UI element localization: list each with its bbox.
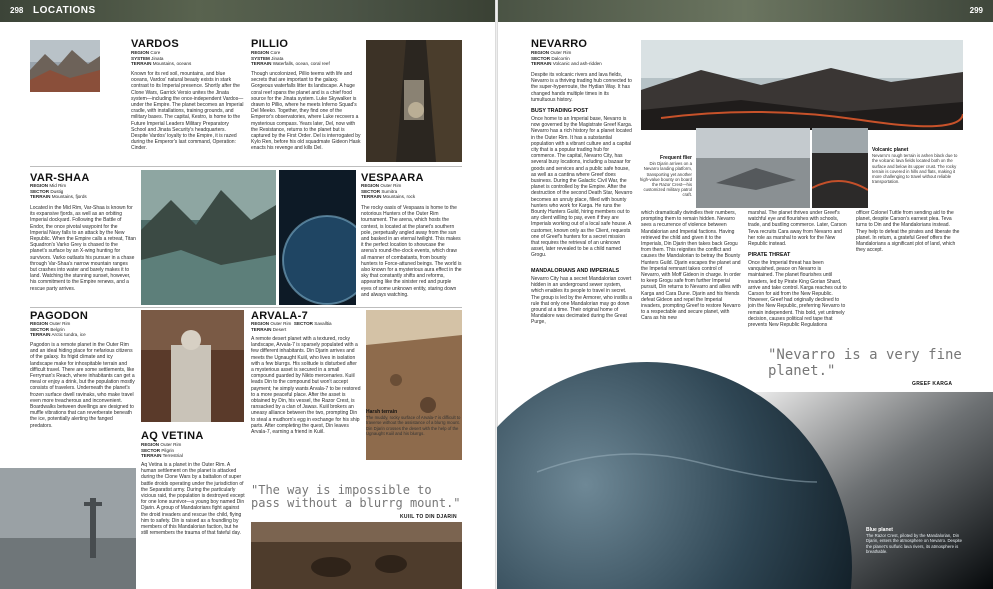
- vardos-region: Core: [150, 50, 161, 55]
- var-shaa-body: Located in the Mid Rim, Var-Shaa is known for its expansive fjords, as well as an orbiting Imperial dockyard. Following the Battle of Endor, the once pivotal waypoint for the Imperial Navy falls to an attack by the New Republic. When the Empire calls a retreat, Titan Squadron's Varko Grey is chased to the planet's surface by an X-wing hunting for survivors. Varko outlasts his pursuer in a chase through Var-Shaa's narrow mountain ranges but crashes into water and barely makes it to land. Watching the stunning sunset, however, his commitment to the Empire renews, and a rescue party arrives.: [30, 205, 136, 292]
- aq-vetina-title: AQ VETINA: [141, 430, 204, 442]
- arvala-title: ARVALA-7: [251, 310, 308, 322]
- pagodon-body: Pagodon is a remote planet in the Outer Rim and an ideal hiding place for nefarious citizens of the galaxy. Its frigid climate and icy landscape make for inhospitable terrain and difficult travel. There are some settlements, like Ferryman's Reach, where inhabitants can get a meal or enjoy a drink, but the population mostly consists of travelers. Underneath the planet's frozen surface dwell ravinaks, who make travel even more treacherous and inconvenient. Boardwalks between dwellings are designed to muffle vibrations that can reverberate beneath the ice, potentially alerting the fanged predators.: [30, 342, 135, 429]
- greef-quote-attribution: GREEF KARGA: [912, 381, 953, 387]
- pillio-terrain: Waterfalls, ocean, coral reef: [272, 61, 330, 67]
- pillio-photo: [366, 40, 462, 162]
- right-page-number: 299: [969, 6, 983, 15]
- pagodon-photo: [141, 310, 244, 422]
- vardos-terrain: Mountains, oceans: [152, 61, 192, 67]
- pillio-body: Though uncolonized, Pillio teems with life and secrets that are important to the galaxy. Gorgeous waterfalls litter its landscape. A huge coral reef spans the planet and is a chief food source for the Jinata system. Luke Skywalker is drawn to Pillio, where he meets Inferno Squad's Del Meeko. Together, they find one of the Emperor's observatories, where Luke recovers a mysterious compass. Years later, Del, now with the Resistance, returns to the planet but is captured by the First Order. Del is interrogated by Kylo Ren, before his old squadmate Gideon Hask enacts his revenge and kills Del.: [251, 71, 361, 152]
- arvala-body: A remote desert planet with a textured, rocky landscape, Arvala-7 is sparsely populated with a few different inhabitants. Din Djarin arrives and meets the Ugnaught Kuiil, who lives in isolation with a few blurrgs. His solitude is disturbed after a mysterious asset is secured in a small compound guarded by Nikto mercenaries. Kuiil leads Din to the compound but won't accept payment; he simply wants Arvala-7 to be restored to a more peaceful place. After the asset is obtained by Din, his vessel, the Razor Crest, is ransacked by a clan of Jawas. Kuiil brokers an uneasy alliance between the two, prompting Din to steal a mudhorn's egg in exchange for his ship parts. After completing the quest, Din leaves Arvala-7, earning a friend in Kuiil.: [251, 336, 361, 436]
- var-shaa-title: VAR-SHAA: [30, 172, 90, 184]
- blue-planet-caption-title: Blue planet: [866, 527, 893, 533]
- nevarro-terrain: Volcanic and ash-ridden: [552, 61, 602, 67]
- volcanic-planet-photo: [812, 128, 868, 208]
- vardos-system: Jinata: [151, 55, 164, 61]
- vardos-meta: REGION Core SYSTEM Jinata TERRAIN Mountains, oceans: [131, 50, 192, 67]
- vespaara-body: The rocky oasis of Vespaara is home to the notorious Hunters of the Outer Rim tournament. The arena, which hosts the contest, is located at the planet's southern pole, perpetually angled away from the sun and basked in an eternal twilight. This makes it the perfect location to showcase the arena's round-the-clock events, which draw all manner of combatants, from bounty hunters to Force-attuned beings. The world is also known for a mysterious aura effect in the sky that constantly shifts and reforms, appearing like the sinister red and purple eyes of some unknown entity, staring down and always watching.: [361, 205, 462, 298]
- nevarro-subhead-pirate-threat: PIRATE THREAT: [748, 252, 791, 258]
- frequent-flier-photo: [696, 128, 810, 208]
- aq-vetina-terrain: Terrestrial: [162, 453, 183, 459]
- vardos-title: VARDOS: [131, 38, 180, 50]
- var-shaa-meta: REGION Mid Rim SECTOR Dustig TERRAIN Mountains, fjords: [30, 183, 87, 200]
- volcanic-planet-caption-text: Nevarro's rough terrain is ashen black due to the volcanic lava fields located both on the surface and below its upper crust. The rocky terrain is covered in hills and flats, making it more challenging to travel without reliable transportation.: [872, 153, 958, 185]
- pagodon-title: PAGODON: [30, 310, 89, 322]
- arvala-meta: REGION Outer Rim SECTOR Savalltia TERRAIN Desert: [251, 321, 332, 332]
- nevarro-title: NEVARRO: [531, 38, 588, 50]
- greef-quote: "Nevarro is a very fine planet.": [768, 347, 962, 379]
- harsh-terrain-caption-title: Harsh terrain: [366, 409, 398, 415]
- kuiil-quote: "The way is impossible to pass without a blurrg mount.": [251, 483, 461, 510]
- harsh-terrain-caption-text: The muddy, rocky surface of Arvala-7 is difficult to traverse without the assistance of a blurrg mount. Din Djarin crosses the desert with the help of the Ugnaught Kuiil and his blurrgs.: [366, 415, 461, 436]
- var-shaa-terrain: Mountains, fjords: [51, 194, 87, 200]
- nevarro-meta: REGION Outer Rim SECTOR Dalcorrin TERRAIN Volcanic and ash-ridden: [531, 50, 602, 67]
- harsh-terrain-caption: [366, 410, 461, 436]
- blue-planet-caption: [866, 528, 966, 554]
- nevarro-subhead-busy-trading-post: BUSY TRADING POST: [531, 108, 589, 114]
- frequent-flier-caption-title: Frequent flier: [660, 155, 692, 161]
- arvala-sector: Savalltia: [314, 321, 332, 326]
- section-title: LOCATIONS: [33, 5, 96, 16]
- vespaara-meta: REGION Outer Rim SECTOR Sumitra TERRAIN Mountains, rock: [361, 183, 416, 200]
- arvala-riders-photo: [251, 522, 462, 589]
- aq-vetina-photo: [0, 468, 136, 589]
- aq-vetina-body: Aq Vetina is a planet in the Outer Rim. A human settlement on the planet is attacked during the Clone Wars by a battalion of super battle droids operating under the jurisdiction of the Separatist army. During the particularly vicious raid, the population is destroyed except for one lone survivor—a young boy named Din Djarin. A group of Mandalorians fight against the droid invaders and rescue the child, flying him to safety. Din is raised as a foundling by members of this Mandalorian faction, but he still remembers the trauma of that fateful day.: [141, 462, 245, 537]
- volcanic-planet-caption: [872, 148, 962, 184]
- nevarro-column-4: officer Colonel Tuttle from sending aid to the planet, despite Carson's earnest plea. Teva turns to Din and the Mandalorians instead. They help to defeat the pirates and liberate the planet. In return, a grateful Greef offers the Mandalorians a significant plot of land, which they accept.: [856, 210, 960, 254]
- var-shaa-region: Mid Rim: [49, 183, 67, 188]
- pillio-title: PILLIO: [251, 38, 289, 50]
- pillio-system: Jinata: [271, 55, 284, 61]
- aq-vetina-region: Outer Rim: [160, 442, 182, 447]
- blue-planet-caption-text: The Razor Crest, piloted by the Mandalorian, Din Djarin, enters the atmosphere on Nevarro. Despite the planet's sulfuric lava rivers, its atmosphere is breathable.: [866, 533, 963, 554]
- arvala-terrain: Desert: [272, 326, 287, 332]
- vespaara-terrain: Mountains, rock: [382, 194, 416, 200]
- nevarro-column-2: which dramatically dwindles their numbers, prompting them to remain hidden. Nevarro sees a recurrence of violence between Mandalorian and Imperial factions. Having retrieved the child and given it to the Imperials, Din Djarin then takes back Grogu from them. This reignites the conflict and causes the Mandalorian to betray the Bounty Hunters Guild. Djarin escapes the planet and the Imperial remnant takes control of Nevarro, with Moff Gideon in charge. In order to keep Grogu safe from further Imperial pursuit, Din returns to Nevarro and allies with Karga and Cara Dune. Djarin and his friends defeat Gideon and repel the Imperial invaders, prompting Greef to restore Nevarro to a respectable and secure planet, with Cara as his new: [641, 210, 741, 322]
- nevarro-subhead-mandalorians: MANDALORIANS AND IMPERIALS: [531, 268, 620, 274]
- pagodon-meta: REGION Outer Rim SECTOR Belgrin TERRAIN Arctic tundra, ice: [30, 321, 86, 338]
- var-shaa-photo: [141, 170, 276, 305]
- pillio-meta: REGION Core SYSTEM Jinata TERRAIN Waterfalls, ocean, coral reef: [251, 50, 330, 67]
- nevarro-body-1: Once home to an Imperial base, Nevarro is now governed by the Magistrate Greef Karga. Nevarro has a rich history for a planet located in the Outer Rim. It has a substantial population with a vibrant culture and a capital city that is a popular trading hub for commerce. The capital, Nevarro City, has several busy locations, including a bazaar for goods and services and a public safe house, as well as a cantina where Greef does business. During the Galactic Civil War, the planet is controlled by the Empire. After the destruction of the second Death Star, Nevarro becomes an unruly place, filled with bounty hunters who work for Karga. He runs the Bounty Hunters Guild, hiring members out to any client willing to pay, even if they are Imperials working out of a local safe house. A customer, known only as the Client, requests one of Greef's hunters for a secret mission that requires the retrieval of an unknown asset, later revealed to be a child named Grogu.: [531, 116, 633, 259]
- pagodon-region: Outer Rim: [49, 321, 71, 326]
- kuiil-quote-attribution: KUIIL TO DIN DJARIN: [400, 514, 457, 520]
- nevarro-column-3: marshal. The planet thrives under Greef's watchful eye and flourishes with schools, trade, and bustling commerce. Later, Carson Teva recruits Cara away from Nevarro and her role as marshal to work for the New Republic instead.: [748, 210, 847, 248]
- nevarro-region: Outer Rim: [550, 50, 572, 55]
- nevarro-volcanic-photo: [641, 40, 963, 130]
- pagodon-terrain: Arctic tundra, ice: [51, 332, 86, 338]
- row-divider-1: [30, 166, 462, 167]
- vespaara-sector: Sumitra: [381, 188, 398, 194]
- nevarro-intro: Despite its volcanic rivers and lava fields, Nevarro is a thriving trading hub connected to the super-hyperroute, the Hydian Way. It has changed hands multiple times in its tumultuous history.: [531, 72, 632, 103]
- var-shaa-sector: Dustig: [50, 188, 64, 194]
- volcanic-planet-caption-title: Volcanic planet: [872, 147, 909, 153]
- nevarro-sector: Dalcorrin: [551, 55, 570, 61]
- vespaara-region: Outer Rim: [380, 183, 402, 188]
- row-divider-2: [30, 307, 462, 308]
- vespaara-photo: [279, 170, 356, 305]
- arvala-region: Outer Rim: [270, 321, 292, 326]
- frequent-flier-caption-text: Din Djarin arrives on a Nevarro landing platform, transporting yet another high-value bounty on board the Razor Crest—his customized military patrol craft.: [639, 161, 692, 198]
- arvala-photo: [366, 310, 462, 460]
- vespaara-title: VESPAARA: [361, 172, 424, 184]
- nevarro-body-2: Nevarro City has a secret Mandalorian covert hidden in an underground sewer system, which enables its people to travel in secret. The group is led by the Armorer, who instills a rule that only one Mandalorian may go down ground at a time. Their original home of Mandalore was decimated during the Great Purge,: [531, 276, 632, 326]
- left-page-number: 298: [10, 6, 24, 15]
- pillio-region: Core: [270, 50, 281, 55]
- aq-vetina-sector: Pilgrin: [161, 447, 175, 453]
- nevarro-column-3b: Once the Imperial threat has been vanquished, peace on Nevarro is maintained. The planet flourishes until invaders, led by Pirate King Gorian Shard, arrive and take control. Karga reaches out to Carson for aid from the New Republic. However, Greef had originally declined to join the New Republic, preferring Nevarro to remain independent. This bold, yet untimely decision, causes political red tape that prevents New Republic Regulations: [748, 260, 847, 329]
- aq-vetina-meta: REGION Outer Rim SECTOR Pilgrin TERRAIN Terrestrial: [141, 442, 183, 459]
- vardos-photo: [30, 40, 100, 92]
- pagodon-sector: Belgrin: [50, 326, 65, 332]
- vardos-body: Known for its red soil, mountains, and blue oceans, Vardos' natural beauty exists in stark contrast to its Imperial presence. Shortly after the Clone Wars, Garrick Versio unites the Jinata system—including the once-independent Vardos—under the Empire. The planet becomes an Imperial cradle, with installations, training grounds, and military bases. The capital, Kestro, is home to the Future Imperial Leaders Military Preparatory School and Jinata Security's headquarters. Despite Vardos' loyalty to the Empire, it is razed during the Emperor's last command, Operation: Cinder.: [131, 71, 244, 152]
- right-header-banner: [497, 0, 993, 22]
- frequent-flier-caption: [636, 156, 692, 198]
